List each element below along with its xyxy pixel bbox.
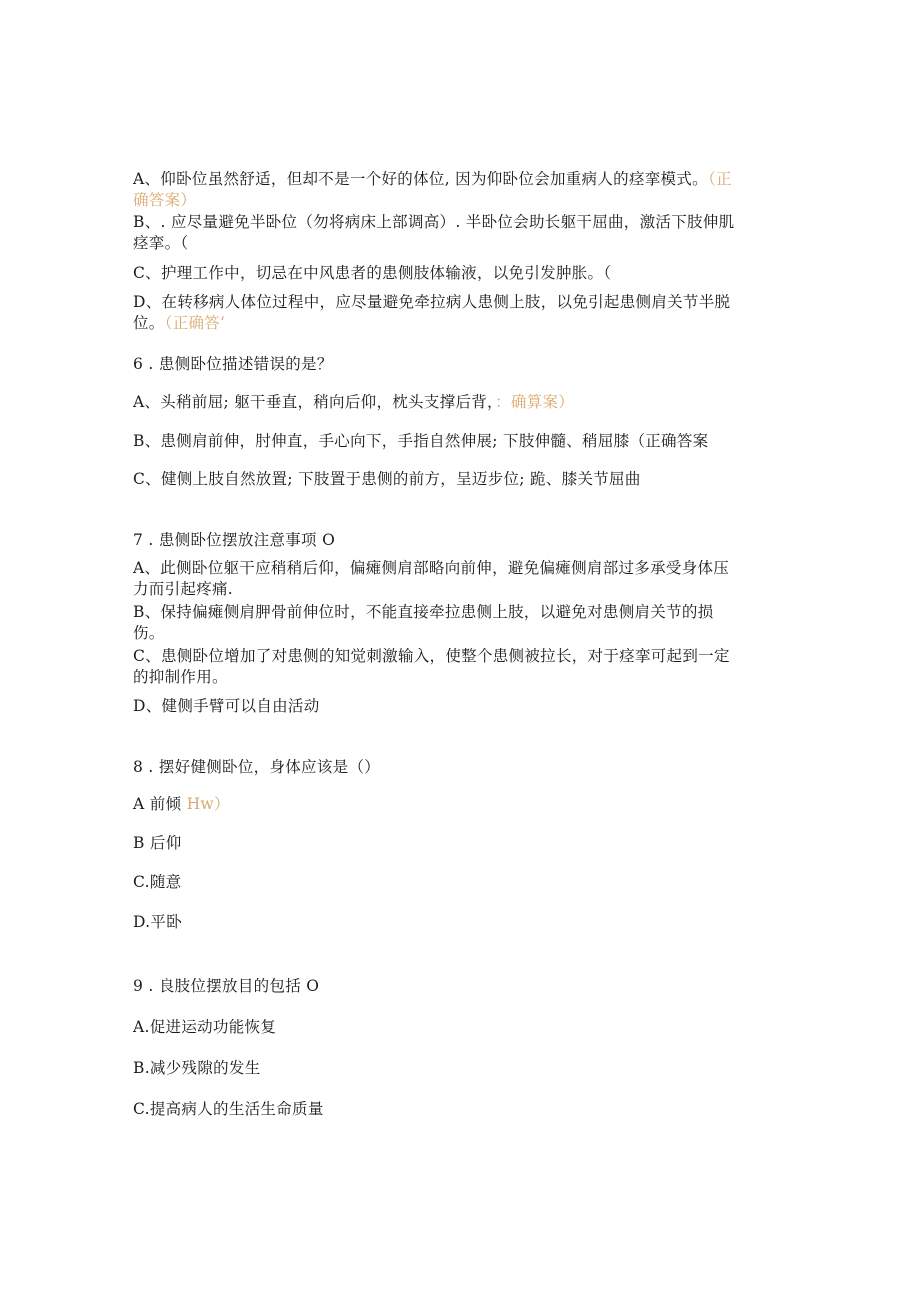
q9-option-b: B.减少残隙的发生 [133, 1059, 261, 1077]
q5-option-a [133, 168, 732, 190]
q6-option-b: B、患侧肩前伸，肘伸直，手心向下，手指自然伸展; 下肢伸髓、稍屈膝（正确答案 [133, 432, 709, 450]
q5-option-c: C、护理工作中，切忌在中风患者的患侧肢体输液，以免引发肿胀。（ [133, 264, 612, 282]
q8-option-a [133, 793, 230, 815]
q9-option-c: C.提高病人的生活生命质量 [133, 1100, 324, 1118]
q7-option-c-cont: 的抑制作用。 [133, 668, 228, 686]
q9-option-a: A.促进运动功能恢复 [133, 1018, 277, 1036]
q7-option-d: D、健侧手臂可以自由活动 [133, 697, 320, 715]
q7-option-b-cont: 伤。 [133, 624, 165, 642]
option-text: A、仰卧位虽然舒适，但却不是一个好的体位, 因为仰卧位会加重病人的痉挛模式。 [133, 170, 708, 188]
q5-option-b-cont: 痉挛。（ [133, 234, 189, 252]
q7-option-c: C、患侧卧位增加了对患侧的知觉刺激输入，使整个患侧被拉长，对于痉挛可起到一定 [133, 647, 730, 665]
q6-option-a [133, 391, 574, 413]
q8-option-c: C.随意 [133, 873, 182, 891]
q8-stem: 8 . 摆好健侧卧位，身体应该是（） [133, 758, 381, 776]
option-text: 位。 [133, 314, 165, 332]
q6-stem: 6 . 患侧卧位描述错误的是？ [133, 355, 333, 373]
q7-option-b: B、保持偏瘫侧肩胛骨前伸位时，不能直接牵拉患侧上肢，以避免对患侧肩关节的损 [133, 603, 714, 621]
q5-option-d: D、在转移病人体位过程中，应尽量避免牵拉病人患侧上肢，以免引起患侧肩关节半脱 [133, 293, 731, 311]
answer-mark: （正 [707, 170, 732, 188]
q9-stem: 9 . 良肢位摆放目的包括 O [133, 977, 320, 995]
answer-mark: （正确答‘ [164, 314, 226, 332]
answer-mark: ：确算案） [495, 393, 575, 411]
q5-option-d-cont [133, 312, 225, 334]
q7-option-a: A、此侧卧位躯干应稍稍后仰，偏瘫侧肩部略向前伸，避免偏瘫侧肩部过多承受身体压 [133, 559, 730, 577]
q5-option-a-mark-cont: 确答案） [133, 191, 197, 209]
q8-option-d: D.平卧 [133, 913, 183, 931]
q8-option-b: B 后仰 [133, 834, 182, 852]
q6-option-c: C、健侧上肢自然放置; 下肢置于患侧的前方，呈迈步位; 跪、膝关节屈曲 [133, 470, 641, 488]
option-text: A、头稍前屈; 躯干垂直，稍向后仰，枕头支撑后背， [133, 393, 496, 411]
answer-mark: Hw） [186, 795, 230, 813]
q7-stem: 7 . 患侧卧位摆放注意事项 O [133, 531, 336, 549]
option-text: A 前倾 [133, 795, 182, 813]
q7-option-a-cont: 力而引起疼痛. [133, 580, 234, 598]
q5-option-b: B、. 应尽量避免半卧位（勿将病床上部调高）. 半卧位会助长躯干屈曲，激活下肢伸肌 [133, 213, 735, 231]
